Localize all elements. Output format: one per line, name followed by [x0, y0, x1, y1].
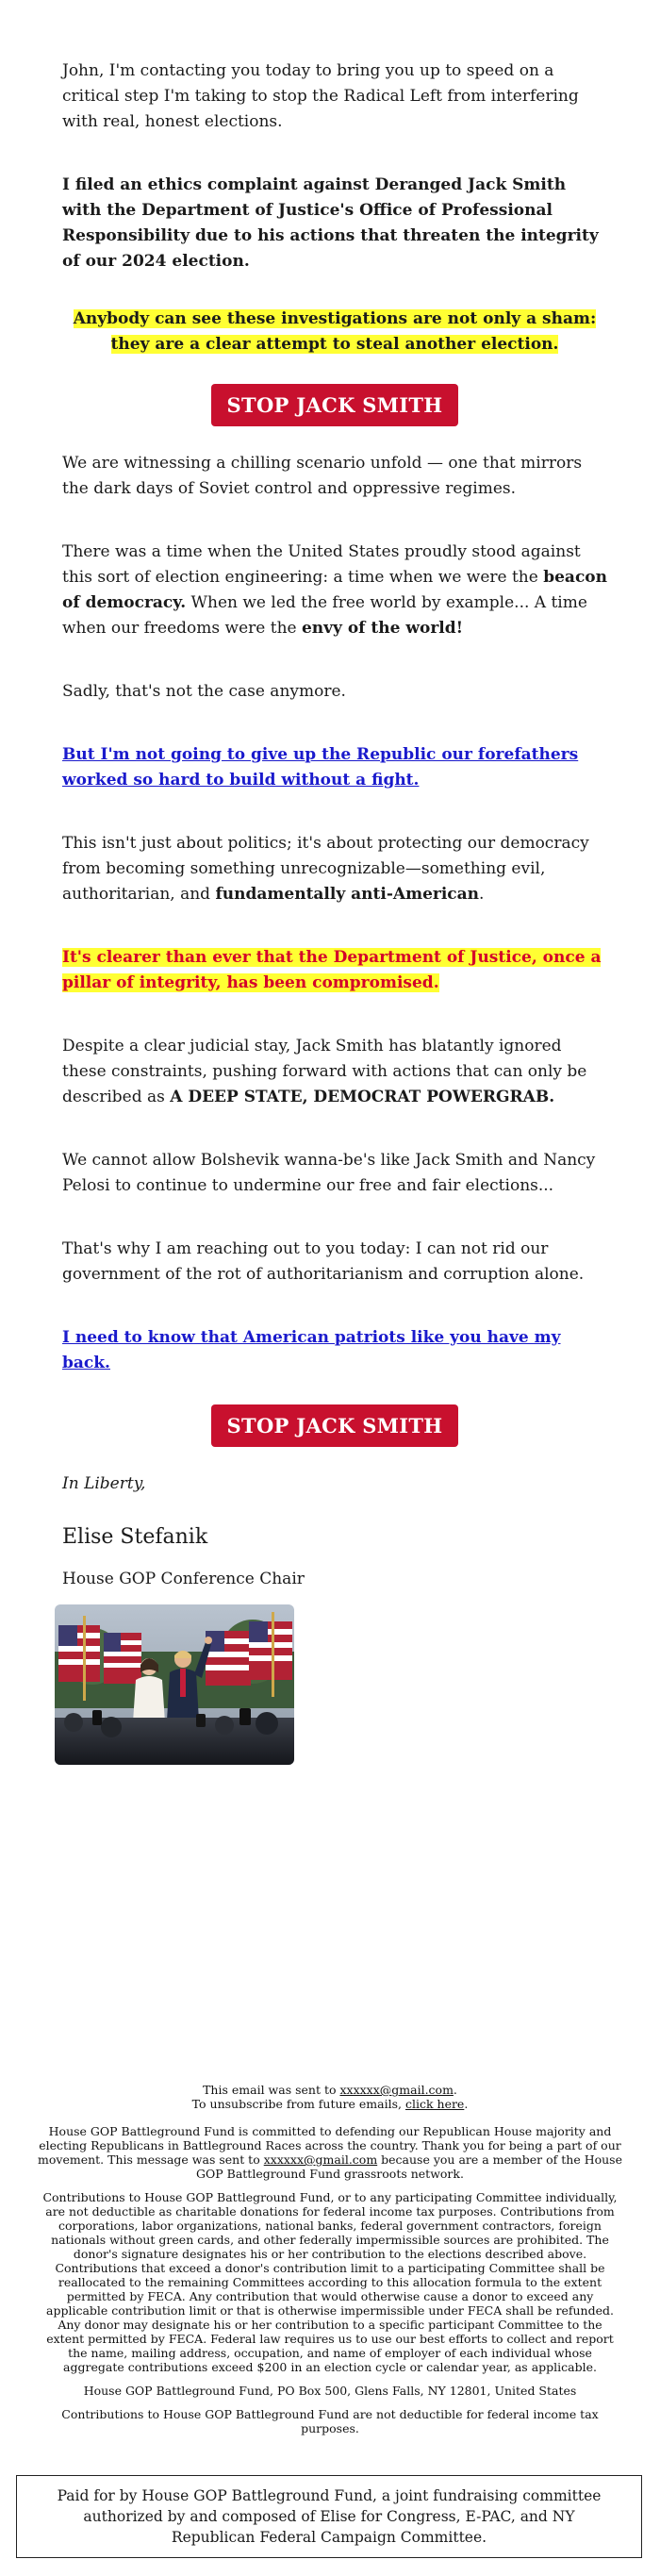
cta-wrap-bottom	[62, 1404, 607, 1447]
politics-paragraph	[62, 831, 607, 907]
sent-to-prefix: This email was sent to	[203, 2083, 340, 2097]
rally-photo	[55, 1604, 294, 1765]
email-body	[62, 58, 607, 1605]
anti-american-bold: fundamentally anti-American	[215, 885, 480, 904]
politics-end: .	[479, 885, 485, 904]
bolshevik-paragraph: We cannot allow Bolshevik wanna-be's like Jack Smith and Nancy Pelosi to continue to undermine our free and fair elections...	[62, 1151, 596, 1195]
paid-for-disclaimer: Paid for by House GOP Battleground Fund, a joint fundraising committee authorized by and composed of Elise for Congress, E-PAC, and NY Republican Federal Campaign Committee.	[16, 2475, 642, 2558]
signoff: In Liberty,	[62, 1474, 146, 1493]
despite-paragraph	[62, 1034, 607, 1110]
sent-to-suffix: .	[453, 2083, 457, 2097]
intro-paragraph: John, I'm contacting you today to bring you up to speed on a critical step I'm taking to stop the Radical Left from interfering with real, honest elections.	[62, 61, 579, 131]
witnessing-paragraph: We are witnessing a chilling scenario unfold — one that mirrors the dark days of Soviet control and oppressive regimes.	[62, 454, 583, 498]
sent-to-line	[38, 2083, 622, 2097]
politics-text: This isn't just about politics; it's about protecting our democracy from becoming something unrecognizable—something evil, authoritarian, and	[62, 834, 589, 904]
doj-highlight-text: It's clearer than ever that the Department of Justice, once a pillar of integrity, has been compromised.	[62, 948, 602, 992]
cta-wrap-top	[62, 384, 607, 426]
highlight-sham-text: Anybody can see these investigations are not only a sham: they are a clear attempt to steal another election.	[73, 309, 597, 354]
unsubscribe-suffix: .	[464, 2097, 469, 2111]
despite-text: Despite a clear judicial stay, Jack Smith has blatantly ignored these constraints, pushing forward with actions that can only be described as	[62, 1037, 587, 1106]
unsubscribe-link[interactable]: click here	[404, 2097, 465, 2111]
powergrab-bold: A DEEP STATE, DEMOCRAT POWERGRAB.	[170, 1088, 555, 1106]
time-was-paragraph	[62, 540, 607, 641]
recipient-email-link[interactable]: xxxxxx@gmail.com	[339, 2083, 454, 2097]
stop-jack-smith-button-bottom[interactable]: STOP JACK SMITH	[211, 1404, 459, 1447]
unsubscribe-prefix: To unsubscribe from future emails,	[191, 2097, 405, 2111]
signature-title: House GOP Conference Chair	[62, 1570, 305, 1588]
unsubscribe-line	[38, 2097, 622, 2111]
stop-jack-smith-button-top[interactable]: STOP JACK SMITH	[211, 384, 459, 426]
time-was-text-2: When we led the free world by example... A time when our freedoms were the	[62, 593, 587, 638]
patriots-link[interactable]: I need to know that American patriots like you have my back.	[62, 1328, 561, 1372]
email-footer	[38, 2083, 622, 2445]
beacon-bold: beacon of democracy.	[62, 568, 608, 612]
signature-name: Elise Stefanik	[62, 1525, 208, 1549]
highlight-sham-paragraph	[62, 307, 607, 357]
patriots-link-paragraph	[62, 1325, 607, 1376]
complaint-paragraph: I filed an ethics complaint against Deranged Jack Smith with the Department of Justice's Office of Professional Responsibility due to his actions that threaten the integrity of our 2024 election.	[62, 175, 599, 271]
tax-note: Contributions to House GOP Battleground Fund are not deductible for federal income tax purposes.	[61, 2407, 599, 2435]
mission-suffix: because you are a member of the House GOP Battleground Fund grassroots network.	[196, 2152, 622, 2181]
legal-paragraph: Contributions to House GOP Battleground Fund, or to any participating Committee individually, are not deductible as charitable donations for federal income tax purposes. Contributions from corporations, labor organizations, national banks, federal government contractors, foreign nationals without green cards, and other federally impermissible sources are prohibited. The donor's signature designates his or her contribution to the elections described above. Contributions that exceed a donor's contribution limit to a participating Committee shall be reallocated to the remaining Committees according to this allocation formula to the extent permitted by FECA. Any contribution that would otherwise cause a donor to exceed any applicable contribution limit or that is otherwise impermissible under FECA shall be refunded. Any donor may designate his or her contribution to a specific participant Committee to the extent permitted by FECA. Federal law requires us to use our best efforts to collect and report the name, mailing address, occupation, and name of employer of each individual whose aggregate contributions exceed $200 in an election cycle or calendar year, as applicable.	[42, 2190, 618, 2374]
address-line: House GOP Battleground Fund, PO Box 500, Glens Falls, NY 12801, United States	[83, 2384, 577, 2398]
sadly-paragraph: Sadly, that's not the case anymore.	[62, 682, 346, 701]
time-was-text-1: There was a time when the United States proudly stood against this sort of election engineering: a time when we were the	[62, 542, 581, 587]
mission-email-link[interactable]: xxxxxx@gmail.com	[263, 2152, 378, 2167]
reaching-paragraph: That's why I am reaching out to you today: I can not rid our government of the rot of authoritarianism and corruption alone.	[62, 1239, 585, 1284]
mission-text: House GOP Battleground Fund is committed to defending our Republican House majority and electing Republicans in Battleground Races across the country. Thank you for being a part of our movement. This message was sent to	[38, 2124, 621, 2167]
envy-bold: envy of the world!	[301, 619, 464, 638]
fight-link-paragraph	[62, 742, 607, 793]
fight-link[interactable]: But I'm not going to give up the Republic our forefathers worked so hard to build without a fight.	[62, 745, 579, 789]
mission-paragraph	[38, 2124, 622, 2181]
doj-highlight-paragraph	[62, 945, 607, 996]
